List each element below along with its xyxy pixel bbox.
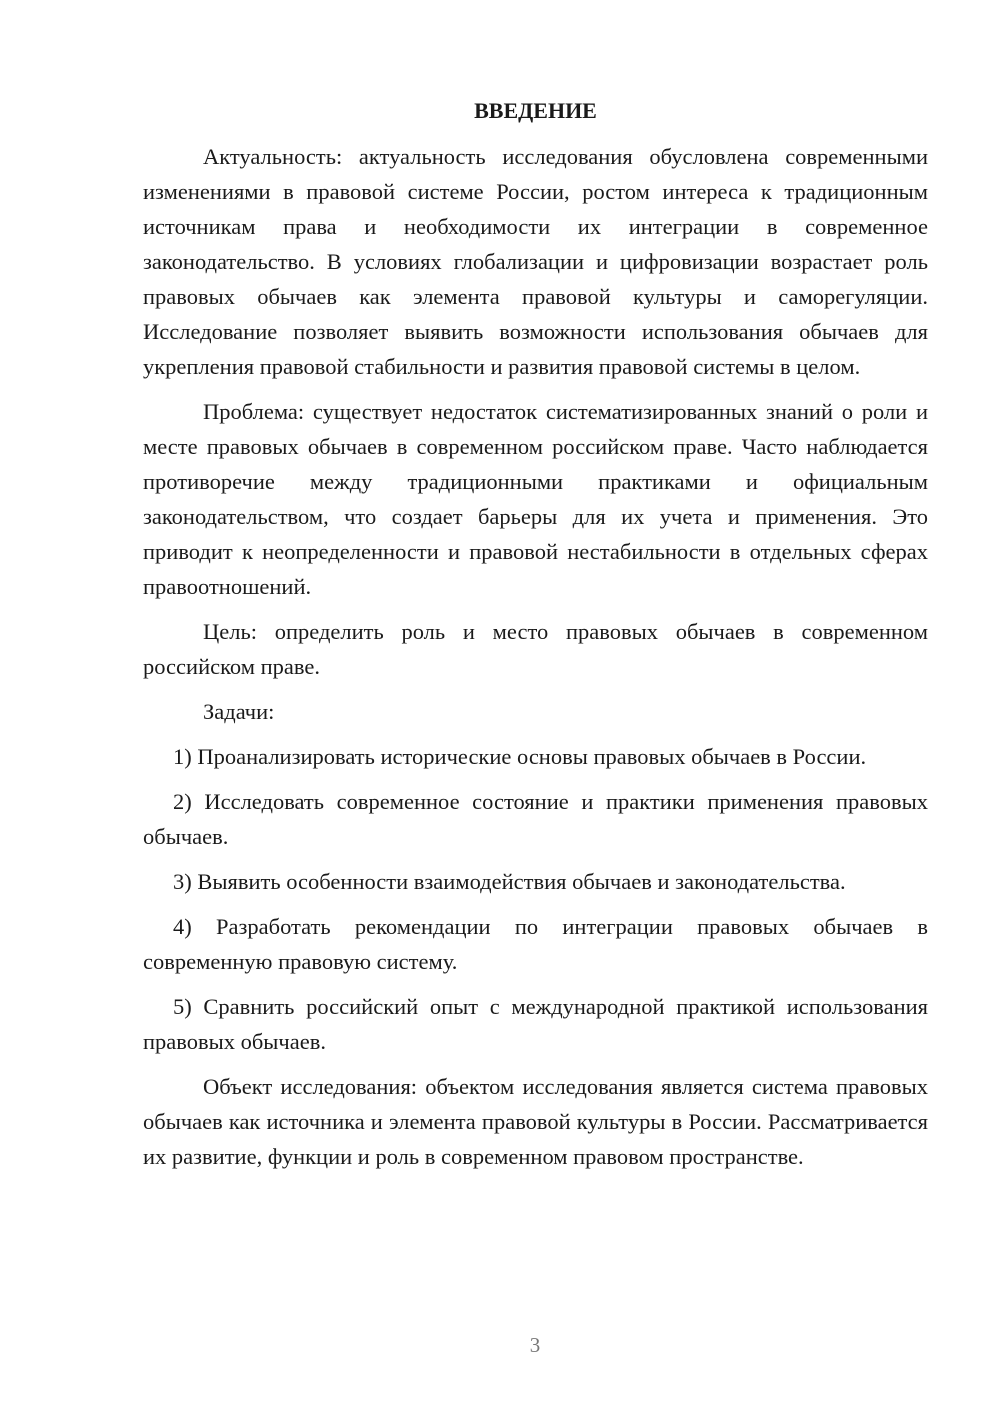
task-item: 5) Сравнить российский опыт с международной практикой использования правовых обычаев. [143,994,928,1054]
relevance-paragraph: Актуальность: актуальность исследования обусловлена современными изменениями в правовой системе России, ростом интереса к традиционным источникам права и необходимости их интеграции в современное законодательство. В условиях глобализации и цифровизации возрастает роль правовых обычаев как элемента правовой культуры и саморегуляции. Исследование позволяет выявить возможности использования обычаев для укрепления правовой стабильности и развития правовой системы в целом. [143,144,928,379]
page-number: 3 [529,1333,541,1357]
task-item: 2) Исследовать современное состояние и практики применения правовых обычаев. [143,789,928,849]
section-heading: ВВЕДЕНИЕ [474,98,597,123]
problem-paragraph: Проблема: существует недостаток систематизированных знаний о роли и месте правовых обычаев в современном российском праве. Часто наблюдается противоречие между традиционными практиками и официальным законодательством, что создает барьеры для их учета и применения. Это приводит к неопределенности и правовой нестабильности в отдельных сферах правоотношений. [143,399,928,599]
task-item: 3) Выявить особенности взаимодействия обычаев и законодательства. [173,869,846,894]
goal-paragraph: Цель: определить роль и место правовых обычаев в современном российском праве. [143,619,928,679]
object-paragraph: Объект исследования: объектом исследования является система правовых обычаев как источника и элемента правовой культуры в России. Рассматривается их развитие, функции и роль в современном правовом пространстве. [143,1074,928,1169]
tasks-label: Задачи: [203,699,275,724]
task-item: 4) Разработать рекомендации по интеграции правовых обычаев в современную правовую систему. [143,914,928,974]
page-content [143,95,928,1184]
task-item: 1) Проанализировать исторические основы правовых обычаев в России. [173,744,867,769]
